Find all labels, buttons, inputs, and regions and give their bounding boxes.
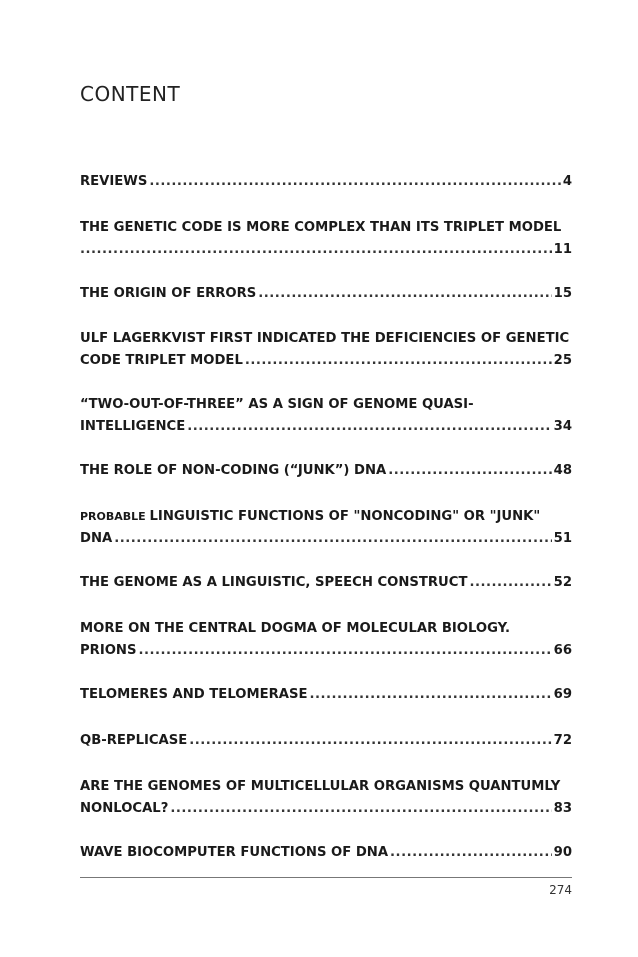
entry-title: THE GENOME AS A LINGUISTIC, SPEECH CONSTRUCT (80, 575, 468, 590)
entry-title: QB-REPLICASE (80, 733, 188, 748)
entry-page: 25 (553, 353, 572, 368)
toc-entry[interactable] (80, 842, 572, 864)
entry-page: 69 (553, 687, 572, 702)
toc-entry[interactable] (80, 283, 572, 305)
entry-page: 48 (553, 463, 572, 478)
dot-leader (170, 798, 551, 820)
entry-page: 83 (553, 801, 572, 816)
entry-title: REVIEWS (80, 174, 148, 189)
dot-leader (388, 460, 551, 482)
toc-entry[interactable] (80, 328, 572, 372)
page-title: CONTENT (80, 82, 181, 106)
dot-leader (114, 528, 551, 550)
entry-page: 90 (553, 845, 572, 860)
dot-leader (80, 239, 552, 261)
toc-entry[interactable] (80, 506, 572, 550)
entry-title-cont: NONLOCAL? (80, 801, 169, 816)
entry-title: THE ROLE OF NON-CODING (“JUNK”) DNA (80, 463, 387, 478)
entry-title-prefix: PROBABLE (80, 510, 150, 523)
toc-entry[interactable] (80, 730, 572, 752)
dot-leader (258, 283, 551, 305)
entry-title: THE GENETIC CODE IS MORE COMPLEX THAN ITS TRIPLET MODEL (80, 220, 562, 235)
dot-leader (390, 842, 552, 864)
entry-title-cont: PRIONS (80, 643, 137, 658)
dot-leader (309, 684, 551, 706)
page-number: 274 (549, 883, 572, 897)
entry-title: “TWO-OUT-OF-THREE” AS A SIGN OF GENOME QUASI- (80, 397, 474, 412)
entry-page: 51 (553, 531, 572, 546)
entry-title-cont: INTELLIGENCE (80, 419, 186, 434)
entry-title: TELOMERES AND TELOMERASE (80, 687, 308, 702)
footer-rule (80, 877, 572, 878)
toc-entry[interactable] (80, 217, 572, 261)
toc-entry[interactable] (80, 572, 572, 594)
dot-leader (187, 416, 551, 438)
entry-page: 15 (553, 286, 572, 301)
entry-page: 72 (553, 733, 572, 748)
dot-leader (189, 730, 551, 752)
entry-title: ARE THE GENOMES OF MULTICELLULAR ORGANISMS QUANTUMLY (80, 779, 561, 794)
entry-page: 66 (553, 643, 572, 658)
toc-entry[interactable] (80, 394, 572, 438)
entry-title: MORE ON THE CENTRAL DOGMA OF MOLECULAR BIOLOGY. (80, 621, 511, 636)
toc-entry[interactable] (80, 618, 572, 662)
entry-title-cont: DNA (80, 531, 113, 546)
entry-title: THE ORIGIN OF ERRORS (80, 286, 257, 301)
entry-title: WAVE BIOCOMPUTER FUNCTIONS OF DNA (80, 845, 389, 860)
toc-entry[interactable] (80, 171, 572, 193)
entry-title-cont: CODE TRIPLET MODEL (80, 353, 243, 368)
dot-leader (149, 171, 560, 193)
entry-page: 11 (553, 242, 572, 257)
entry-title: ULF LAGERKVIST FIRST INDICATED THE DEFICIENCIES OF GENETIC (80, 331, 570, 346)
dot-leader (469, 572, 551, 594)
toc-entry[interactable] (80, 776, 572, 820)
entry-title: LINGUISTIC FUNCTIONS OF "NONCODING" OR "JUNK" (149, 509, 541, 524)
entry-page: 4 (562, 174, 572, 189)
dot-leader (245, 350, 552, 372)
toc-entry[interactable] (80, 684, 572, 706)
entry-page: 52 (553, 575, 572, 590)
entry-page: 34 (553, 419, 572, 434)
dot-leader (138, 640, 551, 662)
toc-entry[interactable] (80, 460, 572, 482)
